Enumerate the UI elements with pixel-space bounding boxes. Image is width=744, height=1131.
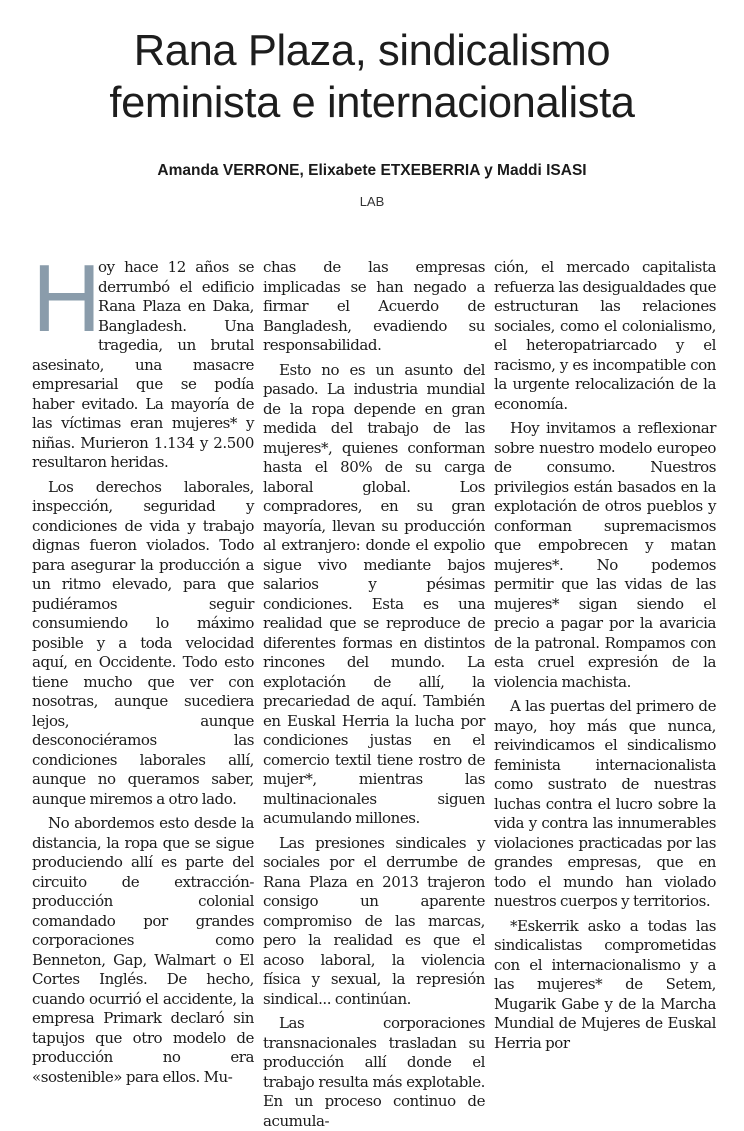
drop-cap: H xyxy=(32,245,101,352)
body-paragraph: A las puertas del primero de mayo, hoy más que nunca, reivindicamos el sindicalismo feminista internacionalista como sustrato de nuestras luchas contra el lucro sobre la vida y contra las innumerables violaciones practicadas por las grandes empresas, que en todo el mundo han violado nuestros cuerpos y territorios. xyxy=(494,697,716,910)
body-paragraph: Hoy invitamos a reflexionar sobre nuestro modelo europeo de consumo. Nuestros privilegios están basados en la explotación de otros pueblos y conforman supremacismos que empobrecen y matan mujeres*. No podemos permitir que las vidas de las mujeres* sigan siendo el precio a pagar por la avaricia de la patronal. Rompamos con esta cruel expresión de la violencia machista. xyxy=(494,419,716,691)
title-line-1: Rana Plaza, sindicalismo xyxy=(133,27,611,75)
article-body xyxy=(32,245,716,1130)
body-paragraph: Las presiones sindicales y sociales por el derrumbe de Rana Plaza en 2013 trajeron consigo un aparente compromiso de las marcas, pero la realidad es que el acoso laboral, la violencia física y sexual, la represión sindical... continúan. xyxy=(263,833,485,1008)
text-column-1 xyxy=(32,245,254,1086)
body-paragraph: ción, el mercado capitalista refuerza las desigualdades que estructuran las relaciones sociales, como el colonialismo, el heteropatriarcado y el racismo, y es incompatible con la urgente relocalización de la economía. xyxy=(494,258,716,413)
body-paragraph: No abordemos esto desde la distancia, la ropa que se sigue produciendo allí es parte del circuito de extracción-producción colonial comandado por grandes corporaciones como Benneton, Gap, Walmart o El Cortes Inglés. De hecho, cuando ocurrió el accidente, la empresa Primark declaró sin tapujos que otro modelo de producción no era «sostenible» para ellos. Mu- xyxy=(32,814,254,1086)
body-paragraph: Las corporaciones transnacionales trasladan su producción allí donde el trabajo resulta más explotable. En un proceso continuo de acumula- xyxy=(263,1014,485,1130)
text-column-3 xyxy=(494,258,716,1052)
text-column-2 xyxy=(263,258,485,1130)
article-title xyxy=(0,0,744,129)
title-line-2: feminista e internacionalista xyxy=(109,79,635,127)
body-paragraph: chas de las empresas implicadas se han negado a firmar el Acuerdo de Bangladesh, evadiendo su responsabilidad. xyxy=(263,258,485,354)
author-byline: Amanda VERRONE, Elixabete ETXEBERRIA y Maddi ISASI xyxy=(157,162,587,179)
body-paragraph: Los derechos laborales, inspección, seguridad y condiciones de vida y trabajo dignas fueron violados. Todo para asegurar la producción a un ritmo elevado, para que pudiéramos seguir consumiendo lo máximo posible y a toda velocidad aquí, en Occidente. Todo esto tiene mucho que ver con nosotras, aunque sucediera lejos, aunque desconociéramos las condiciones laborales allí, aunque no queramos saber, aunque miremos a otro lado. xyxy=(32,477,254,808)
author-organization: LAB xyxy=(359,194,385,209)
body-paragraph: Esto no es un asunto del pasado. La industria mundial de la ropa depende en gran medida del trabajo de las mujeres*, quienes conforman hasta el 80% de su carga laboral global. Los compradores, en su gran mayoría, llevan su producción al extranjero: donde el expolio sigue vivo mediante bajos salarios y pésimas condiciones. Esta es una realidad que se reproduce de diferentes formas en distintos rincones del mundo. La explotación de allí, la precariedad de aquí. También en Euskal Herria la lucha por condiciones justas en el comercio textil tiene rostro de mujer*, mientras las multinacionales siguen acumulando millones. xyxy=(263,360,485,827)
body-paragraph: H oy hace 12 años se derrumbó el edificio Rana Plaza en Daka, Bangladesh. Una tragedia, un brutal asesinato, una masacre empresarial que se podía haber evitado. La mayoría de las víctimas eran mujeres* y niñas. Murieron 1.134 y 2.500 resultaron heridas. xyxy=(32,245,254,471)
body-paragraph: *Eskerrik asko a todas las sindicalistas comprometidas con el internacionalismo y a las mujeres* de Setem, Mugarik Gabe y de la Marcha Mundial de Mujeres de Euskal Herria por xyxy=(494,916,716,1052)
